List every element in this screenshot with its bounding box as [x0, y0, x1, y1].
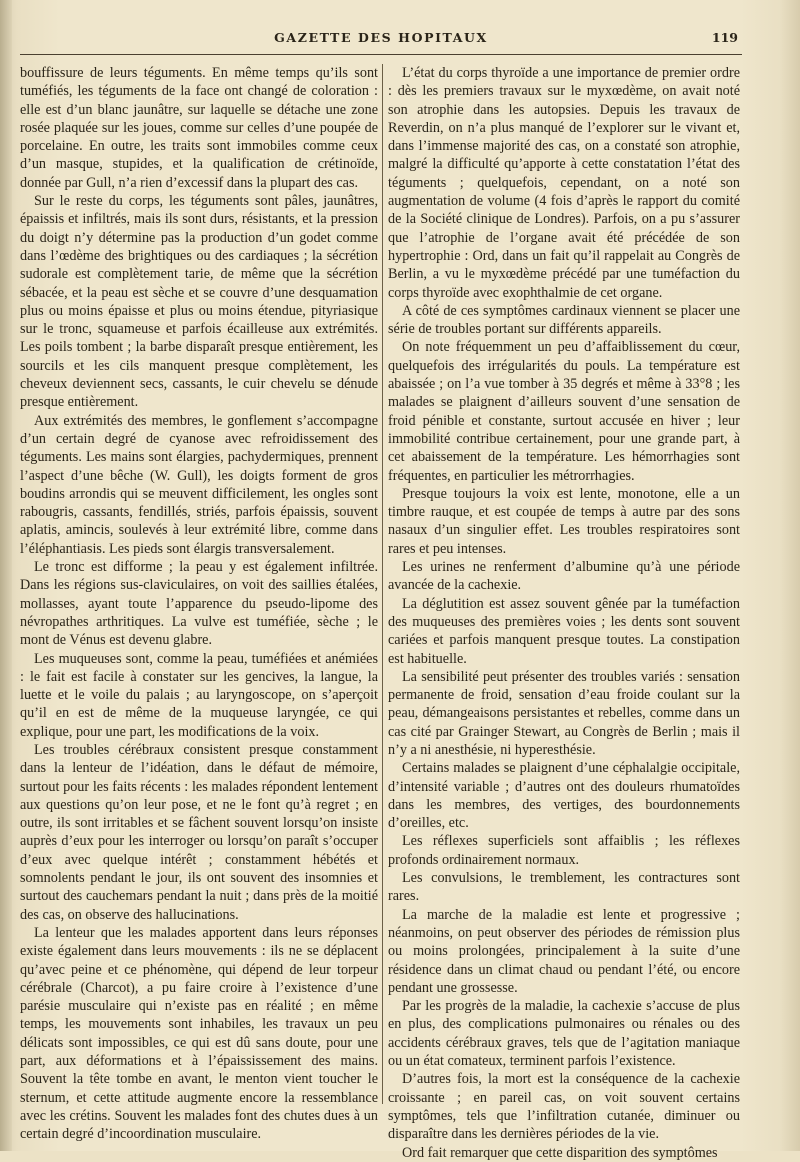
paragraph: On note fréquemment un peu d’affaiblissement du cœur, quelquefois des irrégularités du pouls. La température est abaissée ; on l’a vue tomber à 35 degrés et même à 33°8 ; les malades se plaignent d’ailleurs souvent d’une sensation de froid pénible et constante, surtout accusée en hiver ; leur immobilité contribue certainement, pour une grande part, à cet abaissement de la température. Les hémorrhagies sont fréquentes, en particulier les métrorrhagies.: [388, 339, 740, 484]
page-number: 119: [711, 30, 738, 45]
paragraph: Sur le reste du corps, les téguments sont pâles, jaunâtres, épaissis et infiltrés, mais ils sont durs, résistants, et la pression du doigt n’y détermine pas la production d’un godet comme dans l’œdème des brightiques ou des cardiaques ; la sécrétion sudorale est complètement tarie, de même que la sécrétion sébacée, et la peau est sèche et se couvre d’une desquamation plus ou moins épaisse et plus ou moins étendue, pityriasique sur le tronc, squameuse et parfois écailleuse aux extrémités. Les poils tombent ; la barbe disparaît presque entièrement, les sourcils et les cils manquent presque complètement, les cheveux deviennent secs, cassants, le cuir chevelu se dénude presque entièrement.: [20, 193, 378, 411]
paragraph: Le tronc est difforme ; la peau y est également infiltrée. Dans les régions sus-claviculaires, on voit des saillies étalées, mollasses, ayant toute l’apparence du pseudo-lipome des névropathes arthritiques. La vulve est tuméfiée, sèche ; le mont de Vénus est devenu glabre.: [20, 559, 378, 649]
paragraph: Certains malades se plaignent d’une céphalalgie occipitale, d’intensité variable ; d’autres ont des douleurs rhumatoïdes dans les membres, des vertiges, des bourdonnements d’oreilles, etc.: [388, 760, 740, 832]
paragraph: A côté de ces symptômes cardinaux viennent se placer une série de troubles portant sur différents appareils.: [388, 302, 740, 338]
paragraph: L’état du corps thyroïde a une importance de premier ordre : dès les premiers travaux sur le myxœdème, on avait noté son atrophie dans les autopsies. Depuis les travaux de Reverdin, on n’a plus manqué de l’explorer sur le vivant et, dans l’immense majorité des cas, on a constaté son atrophie, malgré la difficulté qu’apporte à cette constatation l’état des téguments ; quelquefois, cependant, on a noté son augmentation de volume (4 fois d’après le rapport du comité de la Société clinique de Londres). Parfois, on a pu s’assurer que l’atrophie de l’organe avait été précédée de son hypertrophie : Ord, dans un fait qu’il rappelait au Congrès de Berlin, a vu le myxœdème précédé par une tuméfaction du corps thyroïde avec exophthalmie de cet organe.: [388, 65, 740, 301]
column-divider: [382, 64, 383, 1104]
journal-title: GAZETTE DES HOPITAUX: [274, 30, 488, 45]
paragraph: Aux extrémités des membres, le gonflement s’accompagne d’un certain degré de cyanose avec refroidissement des téguments. Les mains sont élargies, pachydermiques, prennent l’aspect d’une bêche (W. Gull), les doigts forment de gros boudins arrondis qui se meuvent difficilement, les ongles sont rabougris, cassants, fendillés, striés, parfois épaissis, souvent aplatis, amincis, soulevés à leur extrémité libre, comme dans l’éléphantiasis. Les pieds sont élargis transversalement.: [20, 412, 378, 557]
right-column: [388, 64, 740, 1162]
paragraph: La déglutition est assez souvent gênée par la tuméfaction des muqueuses des premières voies ; les dents sont souvent cariées et parfois manquent presque toutes. La constipation est habituelle.: [388, 595, 740, 667]
page-header: [20, 30, 742, 52]
page-edge-shadow: [780, 0, 800, 1151]
paragraph: bouffissure de leurs téguments. En même temps qu’ils sont tuméfiés, les téguments de la face ont changé de coloration : elle est d’un blanc jaunâtre, sur laquelle se détache une zone rosée plaquée sur les joues, comme sur celles d’une poupée de porcelaine. En outre, les traits sont immobiles comme ceux d’un masque, stupides, et la qualification de crétinoïde, donnée par Gull, n’a rien d’excessif dans la plupart des cas.: [20, 65, 378, 191]
page-binding-edge: [0, 0, 12, 1151]
paragraph: D’autres fois, la mort est la conséquence de la cachexie croissante ; en pareil cas, on voit souvent certains symptômes, tels que l’infiltration cutanée, diminuer ou disparaître dans les dernières périodes de la vie.: [388, 1071, 740, 1143]
paragraph: La marche de la maladie est lente et progressive ; néanmoins, on peut observer des périodes de rémission plus ou moins prolongées, principalement à la suite d’une résidence dans un climat chaud ou pendant l’été, ou encore pendant une grossesse.: [388, 906, 740, 996]
paragraph: Les réflexes superficiels sont affaiblis ; les réflexes profonds ordinairement normaux.: [388, 833, 740, 868]
left-column: [20, 64, 378, 1144]
header-rule: [20, 54, 742, 55]
paragraph: Presque toujours la voix est lente, monotone, elle a un timbre rauque, et est coupée de temps à autre par des sons nasaux d’un singulier effet. Les troubles respiratoires sont rares et peu intenses.: [388, 485, 740, 557]
paragraph: Par les progrès de la maladie, la cachexie s’accuse de plus en plus, des complications pulmonaires ou rénales ou des accidents cérébraux graves, tels que de l’agitation maniaque ou un état comateux, terminent parfois l’existence.: [388, 998, 740, 1070]
paragraph: Les troubles cérébraux consistent presque constamment dans la lenteur de l’idéation, dans le défaut de mémoire, surtout pour les faits récents : les malades répondent lentement aux questions qu’on leur pose, et ne le font qu’à regret ; en outre, ils sont irritables et se fâchent souvent lorsqu’on insiste auprès d’eux pour les interroger ou lorsqu’on paraît s’occuper d’eux avec quelque intérêt ; constamment hébétés et somnolents pendant le jour, ils ont souvent des insomnies et surtout des cauchemars pendant la nuit ; dans près de la moitié des cas, on observe des hallucinations.: [20, 741, 378, 923]
paragraph: Les muqueuses sont, comme la peau, tuméfiées et anémiées : le fait est facile à constater sur les gencives, la langue, la luette et le voile du palais ; au laryngoscope, on s’aperçoit qu’il en est de même de la muqueuse laryngée, ce qui explique, pour une part, les modifications de la voix.: [20, 650, 378, 740]
paragraph: Ord fait remarquer que cette disparition des symptômes: [402, 1144, 718, 1161]
paragraph: Les urines ne renferment d’albumine qu’à une période avancée de la cachexie.: [388, 559, 740, 594]
paragraph: Les convulsions, le tremblement, les contractures sont rares.: [388, 870, 740, 905]
paragraph: La lenteur que les malades apportent dans leurs réponses existe également dans leurs mouvements : ils ne se déplacent qu’avec peine et ce phénomène, qui dépend de leur torpeur cérébrale (Charcot), a pu faire croire à l’existence d’une parésie musculaire qui n’existe pas en réalité ; en même temps, les mouvements sont inhabiles, les travaux un peu délicats sont impossibles, ce qui est dû sans doute, pour une part, aux déformations et à l’épaississement des mains. Souvent la tête tombe en avant, le menton vient toucher le sternum, et cette attitude augmente encore la ressemblance avec les crétins. Souvent les malades font des chutes dues à un certain degré d’incoordination musculaire.: [20, 924, 378, 1143]
paragraph: La sensibilité peut présenter des troubles variés : sensation permanente de froid, sensation d’eau froide coulant sur la peau, démangeaisons persistantes et rebelles, comme dans un cas cité par Grainger Stewart, au Congrès de Berlin ; mais il n’y a ni anesthésie, ni hyperesthésie.: [388, 668, 740, 758]
